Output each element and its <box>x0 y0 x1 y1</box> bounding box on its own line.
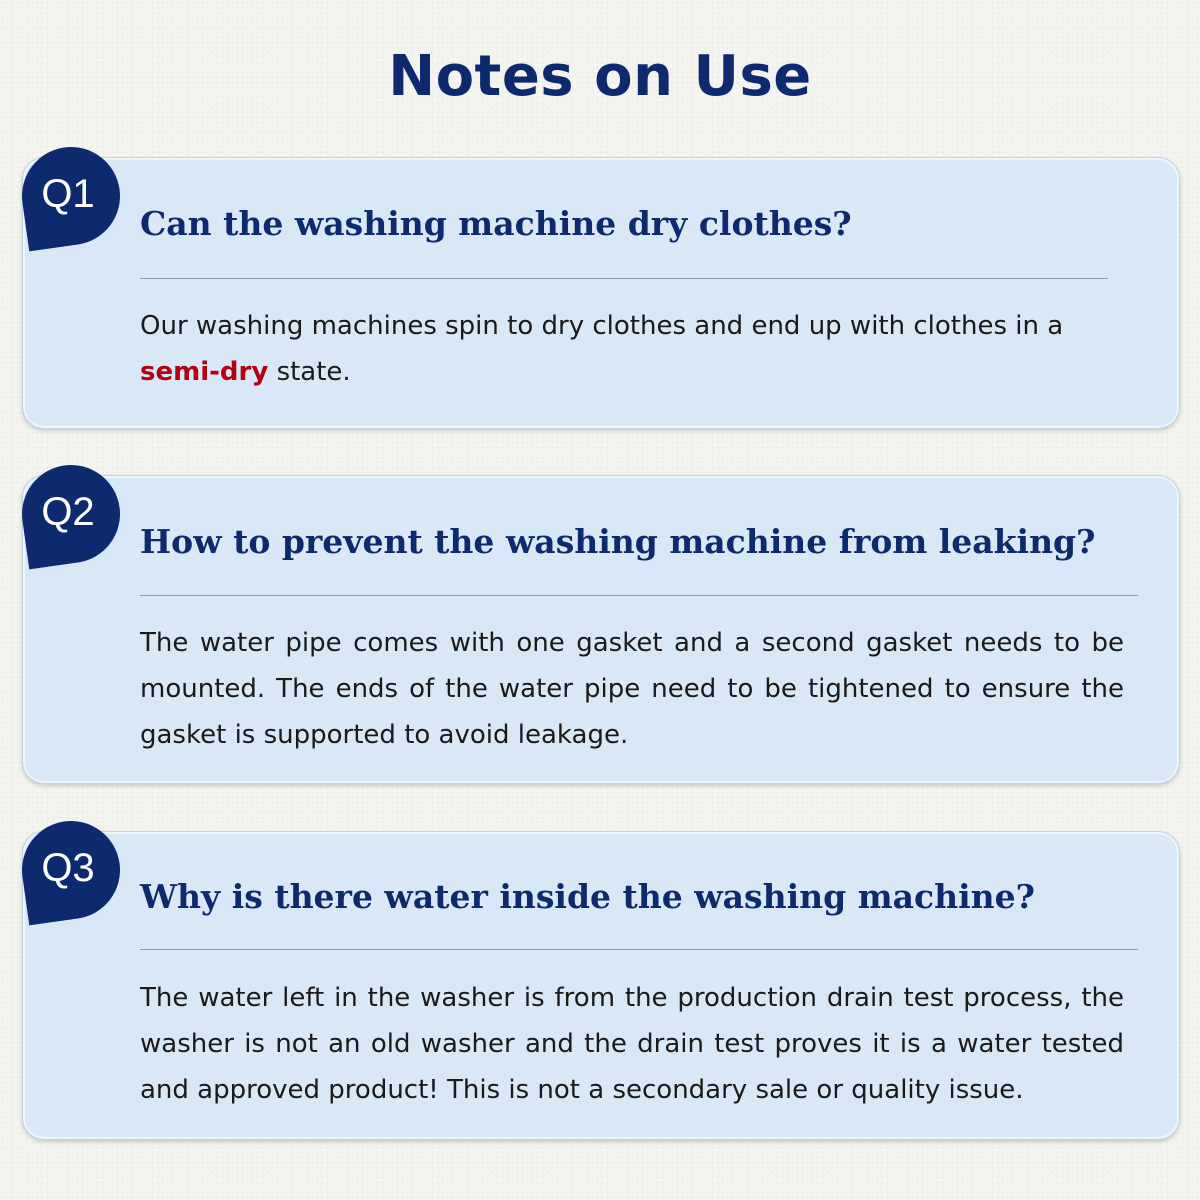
q2-badge-label: Q2 <box>41 490 95 534</box>
page-title: Notes on Use <box>388 44 812 109</box>
q3-badge-label: Q3 <box>41 846 95 890</box>
q3-question: Why is there water inside the washing machine? <box>140 877 1035 916</box>
q3-divider <box>140 949 1138 950</box>
q1-answer <box>140 303 1100 395</box>
q1-answer-highlight: semi-dry <box>140 357 269 387</box>
q1-question: Can the washing machine dry clothes? <box>140 204 852 243</box>
q2-answer: The water pipe comes with one gasket and a second gasket needs to be mounted. The ends of the water pipe need to be tightened to ensure the gasket is supported to avoid leakage. <box>140 628 1124 750</box>
q2-question: How to prevent the washing machine from leaking? <box>140 522 1096 561</box>
q2-divider <box>140 595 1138 596</box>
q1-badge-label: Q1 <box>41 172 95 216</box>
q1-answer-text: Our washing machines spin to dry clothes and end up with clothes in a <box>140 311 1064 341</box>
q1-divider <box>140 278 1108 279</box>
q3-answer: The water left in the washer is from the production drain test process, the washer is not an old washer and the drain test proves it is a water tested and approved product! This is not a secondary sale or quality issue. <box>140 983 1124 1105</box>
q1-answer-text-end: state. <box>276 357 351 387</box>
